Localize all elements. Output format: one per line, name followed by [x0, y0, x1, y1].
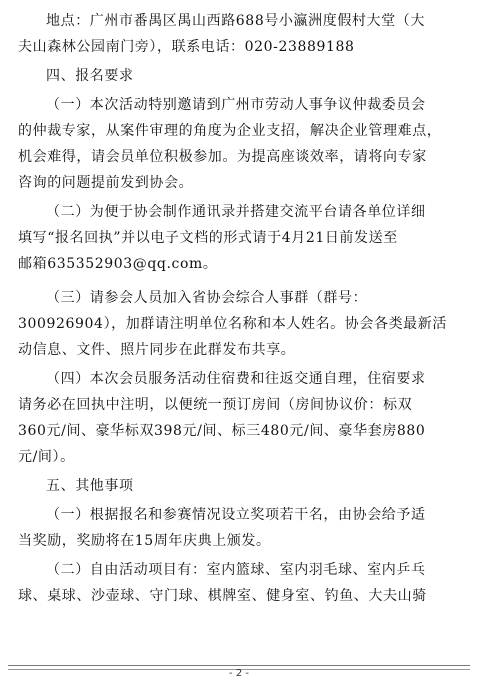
section-heading: 五、其他事项 [46, 478, 134, 494]
text-line: 咨询的问题提前发到协会。 [18, 175, 194, 191]
text-line: 地点：广州市番禺区禺山西路688号小瀛洲度假村大堂（大 [46, 13, 425, 29]
text-line: 球、桌球、沙壶球、守门球、棋牌室、健身室、钓鱼、大夫山骑 [18, 588, 427, 604]
text-line: 300926904），加群请注明单位名称和本人姓名。协会各类最新活 [18, 316, 447, 332]
text-line: 夫山森林公园南门旁），联系电话：020-23889188 [18, 39, 355, 55]
text-line: 元/间）。 [18, 449, 75, 465]
text-line: 的仲裁专家，从案件审理的角度为企业支招，解决企业管理难点， [18, 123, 442, 139]
text-line: 360元/间、豪华标双398元/间、标三480元/间、豪华套房880 [18, 423, 426, 439]
text-line: 动信息、文件、照片同步在此群发布共享。 [18, 342, 296, 358]
text-line: （一）本次活动特别邀请到广州市劳动人事争议仲裁委员会 [46, 97, 426, 113]
text-line: （二）自由活动项目有：室内篮球、室内羽毛球、室内乒乓 [46, 562, 426, 578]
footer-divider [8, 665, 470, 666]
section-heading: 四、报名要求 [46, 68, 134, 84]
text-line: 当奖励，奖励将在15周年庆典上颁发。 [18, 533, 271, 549]
text-line: 请务必在回执中注明，以便统一预订房间（房间协议价：标双 [18, 397, 413, 413]
text-line: 填写“报名回执”并以电子文档的形式请于4月21日前发送至 [18, 230, 398, 246]
text-line: （四）本次会员服务活动住宿费和往返交通自理，住宿要求 [46, 371, 426, 387]
text-line: （一）根据报名和参赛情况设立奖项若干名，由协会给予适 [46, 507, 426, 523]
text-line: （三）请参会人员加入省协会综合人事群（群号： [46, 290, 368, 306]
text-line: （二）为便于协会制作通讯录并搭建交流平台请各单位详细 [46, 204, 426, 220]
page-number: - 2 - [229, 668, 249, 679]
document-body [18, 8, 464, 609]
text-line: 邮箱635352903@qq.com。 [18, 256, 218, 272]
text-line: 机会难得，请会员单位积极参加。为提高座谈效率，请将向专家 [18, 149, 427, 165]
